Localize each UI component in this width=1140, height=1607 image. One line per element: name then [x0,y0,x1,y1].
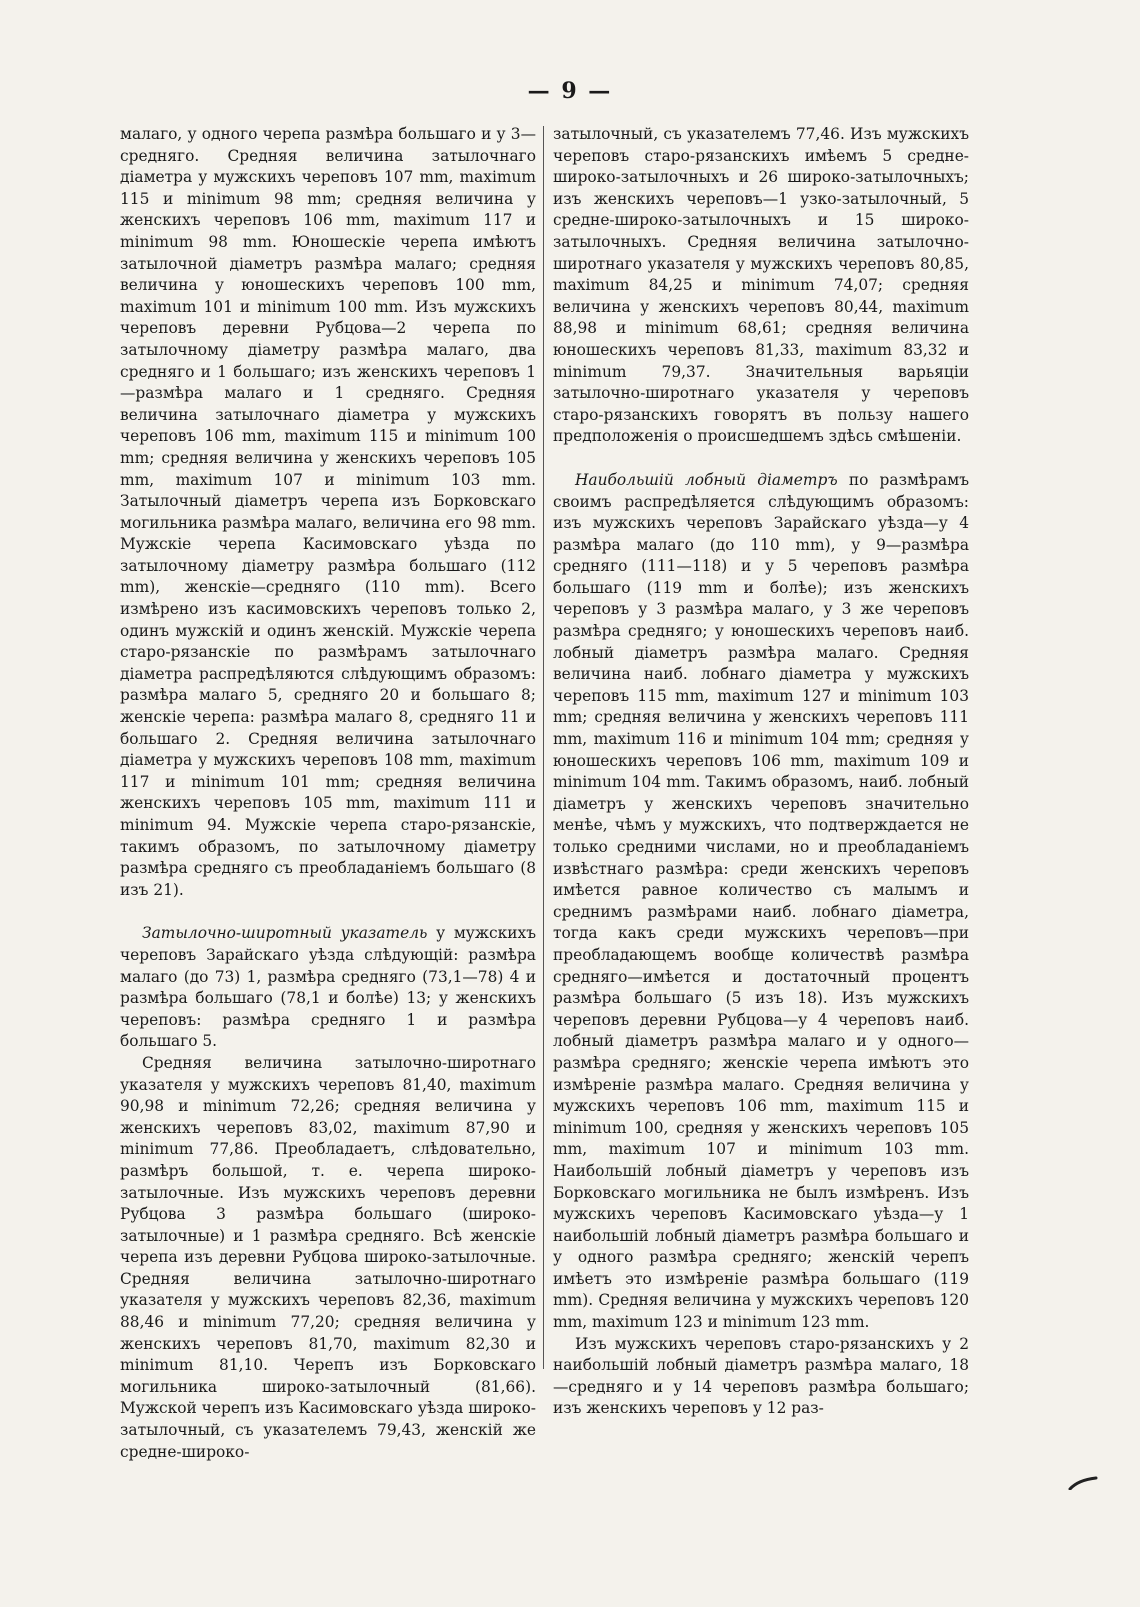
section-heading-frontal-diameter: Наибольшій лобный діаметръ [575,470,838,489]
column-divider [543,126,544,1369]
left-paragraph-2 [120,923,536,1053]
page-number: — 9 — [527,78,613,104]
section-heading-occipital-index: Затылочно-широтный указатель [142,924,428,943]
left-paragraph-1: малаго, у одного черепа размѣра большаго и у 3—средняго. Средняя величина затылочнаго діаметра у мужскихъ череповъ 107 mm, maximum 115 и minimum 98 mm; средняя величина у женскихъ череповъ 106 mm, maximum 117 и minimum 98 mm. Юношескіе черепа имѣютъ затылочной діаметръ размѣра малаго; средняя величина у юношескихъ череповъ 100 mm, maximum 101 и minimum 100 mm. Изъ мужскихъ череповъ деревни Рубцова—2 черепа по затылочному діаметру размѣра малаго, два средняго и 1 большаго; изъ женскихъ череповъ 1—размѣра малаго и 1 средняго. Средняя величина затылочнаго діаметра у мужскихъ череповъ 106 mm, maximum 115 и minimum 100 mm; средняя величина у женскихъ череповъ 105 mm, maximum 107 и minimum 103 mm. Затылочный діаметръ черепа изъ Борковскаго могильника размѣра малаго, величина его 98 mm. Мужскіе черепа Касимовскаго уѣзда по затылочному діаметру размѣра большаго (112 mm), женскіе—средняго (110 mm). Всего измѣрено изъ касимовскихъ череповъ только 2, одинъ мужскій и одинъ женскій. Мужскіе черепа старо-рязанскіе по размѣрамъ затылочнаго діаметра распредѣляются слѣдующимъ образомъ: размѣра малаго 5, средняго 20 и большаго 8; женскіе черепа: размѣра малаго 8, средняго 11 и большаго 2. Средняя величина затылочнаго діаметра у мужскихъ череповъ 108 mm, maximum 117 и minimum 101 mm; средняя величина женскихъ череповъ 105 mm, maximum 111 и minimum 94. Мужскіе черепа старо-рязанскіе, такимъ образомъ, по затылочному діаметру размѣра средняго съ преобладаніемъ большаго (8 изъ 21). [120,125,536,899]
right-paragraph-1: затылочный, съ указателемъ 77,46. Изъ мужскихъ череповъ старо-рязанскихъ имѣемъ 5 средне-широко-затылочныхъ и 26 широко-затылочныхъ; изъ женскихъ череповъ—1 узко-затылочный, 5 средне-широко-затылочныхъ и 15 широко-затылочныхъ. Средняя величина затылочно-широтнаго указателя у мужскихъ череповъ 80,85, maximum 84,25 и minimum 74,07; средняя величина у женскихъ череповъ 80,44, maximum 88,98 и minimum 68,61; средняя величина юношескихъ череповъ 81,33, maximum 83,32 и minimum 79,37. Значительныя варьяціи затылочно-широтнаго указателя у череповъ старо-рязанскихъ говорятъ въ пользу нашего предположенія о происшедшемъ здѣсь смѣшеніи. [553,125,969,446]
left-column [120,124,536,1463]
left-paragraph-3: Средняя величина затылочно-широтнаго указателя у мужскихъ череповъ 81,40, maximum 90,98 и minimum 72,26; средняя величина у женскихъ череповъ 83,02, maximum 87,90 и minimum 77,86. Преобладаетъ, слѣдовательно, размѣръ большой, т. е. черепа широко-затылочные. Изъ мужскихъ череповъ деревни Рубцова 3 размѣра большаго (широко-затылочные) и 1 размѣра средняго. Всѣ женскіе черепа изъ деревни Рубцова широко-затылочные. Средняя величина затылочно-широтнаго указателя у мужскихъ череповъ 82,36, maximum 88,46 и minimum 77,20; средняя величина у женскихъ череповъ 81,70, maximum 82,30 и minimum 81,10. Черепъ изъ Борковскаго могильника широко-затылочный (81,66). Мужской черепъ изъ Касимовскаго уѣзда широко-затылочный, съ указателемъ 79,43, женскій же средне-широко- [120,1053,536,1461]
right-paragraph-2 [553,470,969,1334]
ink-stroke-mark [1068,1476,1098,1490]
right-column [553,124,969,1420]
left-paragraph-2-text: у мужскихъ череповъ Зарайскаго уѣзда слѣдующій: размѣра малаго (до 73) 1, размѣра средняго (73,1—78) 4 и размѣра большаго (78,1 и болѣе) 13; у женскихъ череповъ: размѣра средняго 1 и размѣра большаго 5. [120,924,536,1051]
right-paragraph-3: Изъ мужскихъ череповъ старо-рязанскихъ у 2 наибольшій лобный діаметръ размѣра малаго, 18—средняго и у 14 череповъ размѣра большаго; изъ женскихъ череповъ у 12 раз- [553,1334,969,1418]
right-paragraph-2-text: по размѣрамъ своимъ распредѣляется слѣдующимъ образомъ: изъ мужскихъ череповъ Зарайскаго уѣзда—у 4 размѣра малаго (до 110 mm), у 9—размѣра средняго (111—118) и у 5 череповъ размѣра большаго (119 mm и болѣе); изъ женскихъ череповъ у 3 размѣра малаго, у 3 же череповъ размѣра средняго; у юношескихъ череповъ наиб. лобный діаметръ размѣра малаго. Средняя величина наиб. лобнаго діаметра у мужскихъ череповъ 115 mm, maximum 127 и minimum 103 mm; средняя величина у женскихъ череповъ 111 mm, maximum 116 и minimum 104 mm; средняя у юношескихъ череповъ 106 mm, maximum 109 и minimum 104 mm. Такимъ образомъ, наиб. лобный діаметръ у женскихъ череповъ значительно менѣе, чѣмъ у мужскихъ, что подтверждается не только средними числами, но и преобладаніемъ извѣстнаго размѣра: среди женскихъ череповъ имѣется равное количество съ малымъ и среднимъ размѣрами наиб. лобнаго діаметра, тогда какъ среди мужскихъ череповъ—при преобладающемъ вообще количествѣ размѣра средняго—имѣется и достаточный процентъ размѣра большаго (5 изъ 18). Изъ мужскихъ череповъ деревни Рубцова—у 4 череповъ наиб. лобный діаметръ размѣра малаго и у одного—размѣра средняго; женскіе черепа имѣютъ это измѣреніе размѣра малаго. Средняя величина у мужскихъ череповъ 106 mm, maximum 115 и minimum 100, средняя у женскихъ череповъ 105 mm, maximum 107 и minimum 103 mm. Наибольшій лобный діаметръ у череповъ изъ Борковскаго могильника не былъ измѣренъ. Изъ мужскихъ череповъ Касимовскаго уѣзда—у 1 наибольшій лобный діаметръ размѣра большаго и у одного размѣра средняго; женскій черепъ имѣетъ это измѣреніе размѣра большаго (119 mm). Средняя величина у мужскихъ череповъ 120 mm, maximum 123 и minimum 123 mm. [553,470,970,1332]
